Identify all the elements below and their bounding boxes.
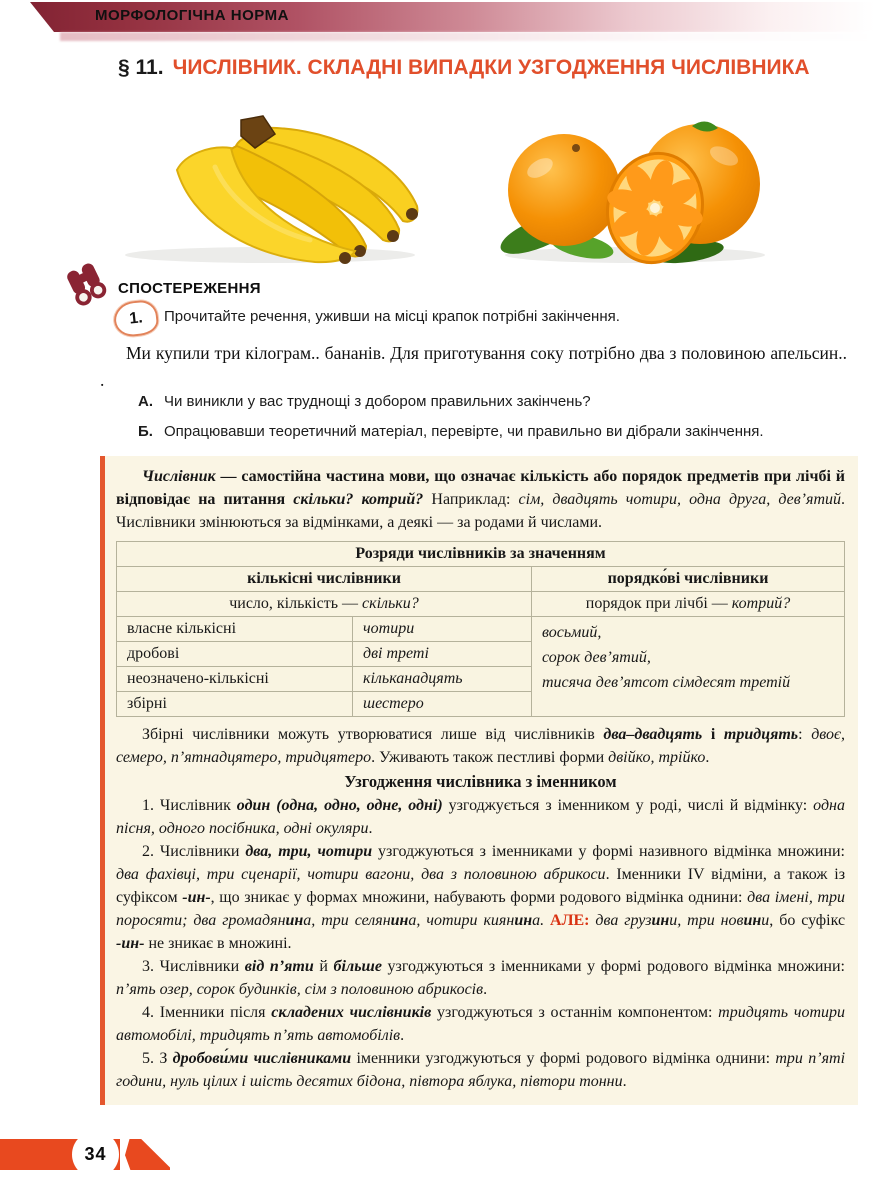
cell-example: кільканадцять	[353, 667, 532, 692]
binoculars-icon	[64, 262, 110, 310]
theory-box	[100, 456, 858, 1105]
page-number-flag	[125, 1139, 170, 1170]
exercise-instruction: Прочитайте речення, уживши на місці крапок потрібні закінчення.	[164, 308, 620, 325]
subheader-cardinal: число, кількість — скільки?	[117, 592, 532, 617]
cell-ordinal-examples	[532, 617, 845, 717]
column-header-cardinal: кількісні числівники	[117, 567, 532, 592]
observation-label: СПОСТЕРЕЖЕННЯ	[118, 280, 261, 297]
collective-numerals-note: Збірні числівники можуть утворюватися лише від числівників два–двадцять і тридцять: двоє, семеро, п’ятнадцятеро, тридцятеро. Уживають також пестливі форми двійко, трійко.	[116, 726, 845, 766]
oranges-illustration	[480, 112, 780, 265]
bananas-image	[95, 112, 430, 265]
cell-type: неозначено-кількісні	[117, 667, 353, 692]
subheader-ordinal: порядок при лічбі — котрий?	[532, 592, 845, 617]
ordinal-example-line: сорок дев’ятий,	[542, 649, 651, 666]
cell-type: збірні	[117, 692, 353, 717]
page-number: 34	[84, 1144, 107, 1164]
exercise-number-badge	[112, 299, 159, 338]
rule-2: 2. Числівники два, три, чотири узгоджуються з іменниками у формі називного відмінка множини: два фахівці, три сценарії, чотири вагони, два з половиною абрикоси. Іменники IV відміни, а також із суфіксом -ин-, що зникає у формах множини, набувають форми родового відмінка однини: два імені, три поросяти; два громадянина, три селянина, чотири киянина. АЛЕ: два грузини, три новини, бо суфікс -ин- не зникає в множині.	[116, 843, 846, 952]
cell-example: чотири	[353, 617, 532, 642]
agreement-heading: Узгодження числівника з іменником	[344, 772, 617, 791]
rule-4: 4. Іменники після складених числівників узгоджуються з останнім компонентом: тридцять чотири автомобілі, тридцять п’ять автомобілів.	[116, 1004, 846, 1044]
section-title	[118, 52, 818, 83]
table-title: Розряди числівників за значенням	[117, 542, 845, 567]
exercise-sentence: Ми купили три кілограм.. бананів. Для приготування соку потрібно два з половиною апельсин.. .	[100, 343, 847, 390]
ordinal-example-line: восьмий,	[542, 624, 602, 641]
section-number: § 11.	[118, 56, 164, 79]
rule-1: 1. Числівник один (одна, одно, одне, одні) узгоджується з іменником у роді, числі й відмінку: одна пісня, одного посібника, одні окуляри.	[116, 797, 845, 837]
chapter-band-shadow	[60, 32, 875, 41]
chapter-title: МОРФОЛОГІЧНА НОРМА	[95, 7, 289, 24]
column-header-ordinal: порядко́ві числівники	[532, 567, 845, 592]
rule-3: 3. Числівники від п’яти й більше узгоджуються з іменниками у формі родового відмінка множини: п’ять озер, сорок будинків, сім з половиною абрикосів.	[116, 958, 846, 998]
cell-example: дві треті	[353, 642, 532, 667]
cell-type: дробові	[117, 642, 353, 667]
numeral-categories-table	[116, 541, 845, 717]
rule-5: 5. З дробови́ми числівниками іменники узгоджуються у формі родового відмінка однини: три п’яті години, нуль цілих і шість десятих бідона, півтора яблука, півтори тонни.	[116, 1050, 846, 1090]
exercise-item-a	[138, 393, 844, 410]
oranges-image	[480, 112, 780, 265]
exercise-item-b	[138, 423, 844, 440]
theory-intro: Числівник — самостійна частина мови, що означає кількість або порядок предметів при лічбі й відповідає на питання скільки? котрий? Наприклад: сім, двадцять чотири, одна друга, дев’ятий. Числівники змінюються за відмінками, а деякі — за родами й числами.	[116, 468, 846, 531]
section-heading-text: ЧИСЛІВНИК. СКЛАДНІ ВИПАДКИ УЗГОДЖЕННЯ ЧИСЛІВНИКА	[172, 56, 810, 79]
item-text: Чи виникли у вас труднощі з добором правильних закінчень?	[164, 393, 591, 410]
ordinal-example-line: тисяча дев’ятсот сімдесят третій	[542, 674, 791, 691]
bananas-illustration	[95, 112, 430, 265]
table-row	[117, 617, 845, 642]
page-number-badge	[72, 1131, 119, 1178]
cell-example: шестеро	[353, 692, 532, 717]
exercise-number: 1.	[128, 308, 144, 328]
item-letter: Б.	[138, 423, 153, 440]
cell-type: власне кількісні	[117, 617, 353, 642]
item-text: Опрацювавши теоретичний матеріал, перевірте, чи правильно ви дібрали закінчення.	[163, 423, 764, 440]
item-letter: А.	[138, 393, 153, 410]
